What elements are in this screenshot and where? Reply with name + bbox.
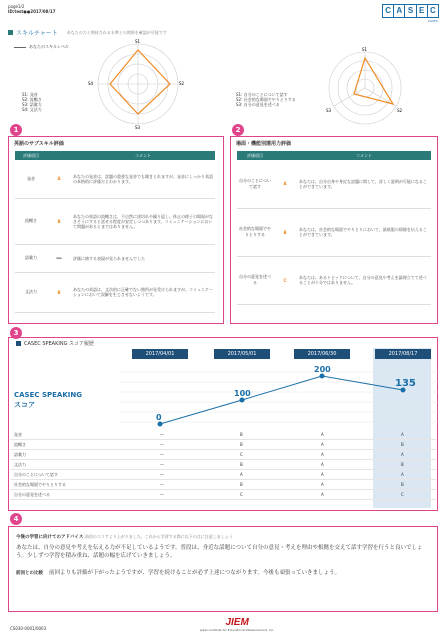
table-row: 語彙力 — 評価に値する表現が見られませんでした xyxy=(15,244,215,272)
axis-label: S4 xyxy=(88,81,94,86)
table-row: 自分のことについて話す A あなたは、自分自身や身近な話題に関して、詳しく説明が可能になることができています。 xyxy=(237,160,431,208)
table-row: 社会的な場面でやりとりする B あなたは、社会的な場面でやりとりにおいて、最低限の情報を伝えることができています。 xyxy=(237,208,431,256)
page-header xyxy=(8,4,56,14)
score-line-chart xyxy=(120,362,440,428)
section-number-badge: 3 xyxy=(10,327,22,339)
score-label: CASEC SPEAKING スコア xyxy=(14,391,82,409)
skill-chart-subtitle: あなたの力と期待される水準との関係を確認が可能です xyxy=(66,30,167,35)
table-row: 発音 A あなたの発音は、話題の重要な発音でも聞きとれますが、発音にしっかり英語の本格的に評価だとわかります。 xyxy=(15,160,215,198)
table-row: 社会的な場面でやりとりする — B A B xyxy=(10,480,436,490)
chart-legend: あなたのスキルレベル xyxy=(14,44,69,50)
logo-subtext: CASEC xyxy=(427,19,438,23)
table-row: 自分のことについて話す — A A A xyxy=(10,470,436,480)
score-line xyxy=(160,376,403,424)
column-header: コメント xyxy=(71,151,215,160)
score-value: 100 xyxy=(234,389,251,398)
section-number-badge: 2 xyxy=(232,124,244,136)
table-row: 発音 — B A A xyxy=(10,430,436,440)
comparison-text: 前回よりも評価が下がったようですが、学習を続けることが必ず上達につながります。今後も頑張っていきましょう。 xyxy=(49,570,340,576)
left-axis-legend: S1: 発音 S2: 流暢さ S3: 語彙力 S4: 文法力 xyxy=(22,92,42,112)
speaking-title: CASEC SPEAKING スコア履歴 xyxy=(16,340,94,347)
axis-label: S3 xyxy=(326,108,332,113)
advice-subtitle: 前回のスコアより上がりました。これから学習する際に以下の点に注意しましょう xyxy=(84,534,233,539)
section-title: 英語のサブスキル評価 xyxy=(14,141,64,147)
page-number: page1/2 xyxy=(8,4,25,9)
advice-title: 今後の学習に向けてのアドバイス xyxy=(16,535,84,540)
comparison-title: 前回との比較 xyxy=(16,571,43,576)
advice-block xyxy=(16,534,428,576)
radar-chart-left xyxy=(88,38,188,130)
axis-label: S1 xyxy=(362,47,368,52)
axis-label: S2 xyxy=(179,81,185,86)
score-value: 135 xyxy=(395,378,416,389)
column-header: 評価項目 xyxy=(237,151,273,160)
skill-chart-title: スキルチャート あなたの力と期待される水準との関係を確認が可能です xyxy=(8,28,167,37)
logo-letter: C xyxy=(427,4,439,18)
section-title: 場面・機能別運用力評価 xyxy=(236,141,292,147)
radar-series xyxy=(110,50,170,114)
advice-text: あなたは、自分の意見や考えを伝える力が不足しているようです。普段は、身近な話題について自分の意見・考えを理由や根拠を交えて話す学習を行うと良いでしょう。少しずつ学習を積み重ね、話題の幅を広げていきましょう。 xyxy=(16,545,423,559)
axis-label: S1 xyxy=(135,39,141,44)
right-axis-legend: S1: 自分のことについて話す S2: 社会的な場面でやりとりする S3: 自分の意見を述べる xyxy=(236,92,296,107)
table-row: 流暢さ B あなたの英語の流暢さは、不自然に途切れや繰り返し、休止の様子の場面がなさそうにすると話せる程度が安定しつつあります。コミュニケーションにおいて問題があるとまではありません。 xyxy=(15,198,215,244)
test-date: 2017/04/01 xyxy=(132,349,188,359)
column-header: コメント xyxy=(297,151,431,160)
function-table xyxy=(237,151,431,305)
logo-letter: C xyxy=(382,4,394,18)
table-row: 文法力 B あなたの英語は、文法的に正確でない箇所が見受けられますが、コミュニケーションにおいて誤解を生じさせないようです。 xyxy=(15,272,215,312)
test-id: ID:test●●2017/08/17 xyxy=(8,9,56,14)
logo-letter: S xyxy=(404,4,416,18)
table-row: 流暢さ — B A B xyxy=(10,440,436,450)
square-icon xyxy=(16,341,21,346)
column-header: 評価項目 xyxy=(15,151,47,160)
table-row: 自分の意見を述べる C あなたは、あるトピックについて、自分の意見や考えを論理立てて述べることが十分ではありません。 xyxy=(237,256,431,304)
test-date: 2017/05/01 xyxy=(214,349,270,359)
score-point xyxy=(158,422,163,427)
square-icon xyxy=(8,30,13,35)
casec-logo xyxy=(382,4,438,18)
table-row: 自分の意見を述べる — C A C xyxy=(10,490,436,500)
function-section xyxy=(230,136,438,324)
score-value: 0 xyxy=(156,413,162,422)
legend-line-icon xyxy=(14,47,26,48)
table-row: 語彙力 — C A A xyxy=(10,450,436,460)
score-point xyxy=(320,374,325,379)
score-value: 200 xyxy=(314,365,331,374)
score-point xyxy=(240,398,245,403)
section-number-badge: 4 xyxy=(10,513,22,525)
axis-label: S3 xyxy=(135,125,141,130)
section-number-badge: 1 xyxy=(10,124,22,136)
axis-label: S2 xyxy=(397,108,403,113)
document-code: CS030-0001/0003 xyxy=(10,626,47,631)
radar-series xyxy=(354,58,393,104)
test-date: 2017/06/30 xyxy=(294,349,350,359)
logo-letter: A xyxy=(393,4,405,18)
table-row: 文法力 — B A B xyxy=(10,460,436,470)
logo-letter: E xyxy=(416,4,428,18)
subskill-section xyxy=(8,136,224,324)
subskill-table xyxy=(15,151,215,313)
test-date: 2017/08/17 xyxy=(375,349,431,359)
radar-chart-right xyxy=(320,46,410,130)
jiem-logo: JIEM Japan Institute for Educational Measurement, Inc. xyxy=(200,617,275,632)
